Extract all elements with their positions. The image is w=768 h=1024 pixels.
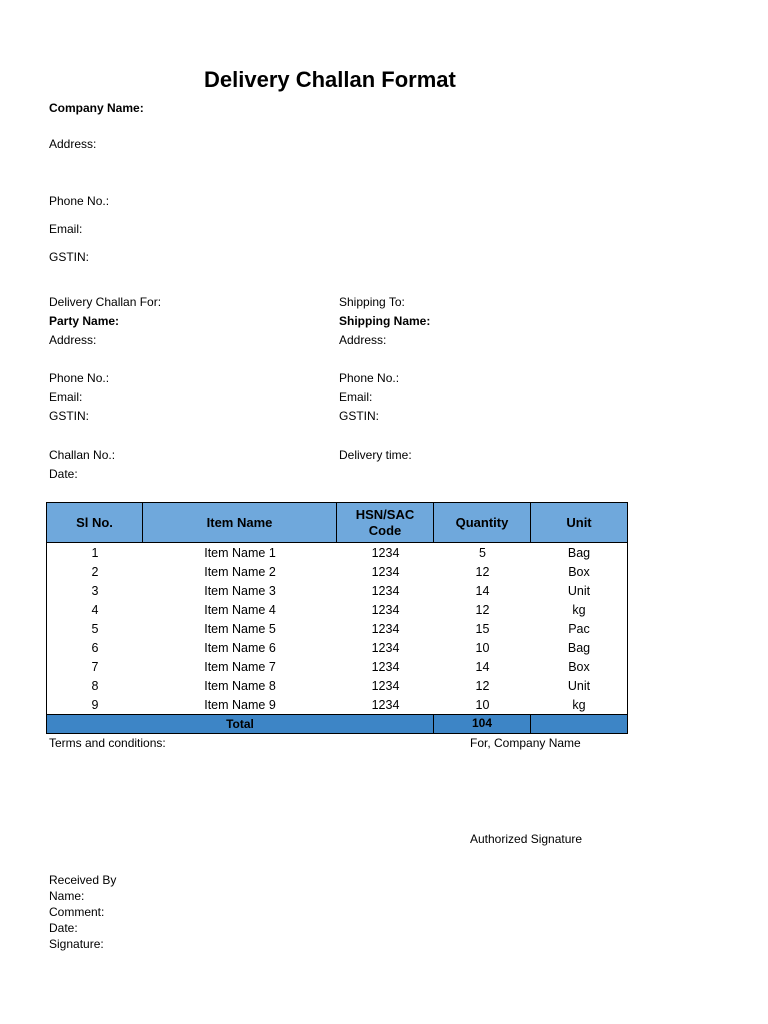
cell-quantity: 12 bbox=[475, 564, 490, 579]
shipping-name-label: Shipping Name: bbox=[339, 314, 431, 328]
column-header-unit: Unit bbox=[566, 514, 592, 530]
company-name-label: Company Name: bbox=[49, 101, 144, 115]
shipping-address-label: Address: bbox=[339, 333, 387, 347]
shipping-email-label: Email: bbox=[339, 390, 373, 404]
table-row bbox=[47, 600, 627, 619]
cell-item-name: Item Name 4 bbox=[204, 602, 276, 617]
authorized-signature-label: Authorized Signature bbox=[470, 832, 583, 846]
shipping-phone-label: Phone No.: bbox=[339, 371, 400, 385]
cell-unit: Unit bbox=[567, 678, 591, 693]
cell-sl-no: 1 bbox=[91, 545, 99, 560]
cell-quantity: 15 bbox=[475, 621, 490, 636]
company-phone-label: Phone No.: bbox=[49, 194, 110, 208]
cell-quantity: 14 bbox=[475, 583, 490, 598]
cell-unit: kg bbox=[572, 697, 586, 712]
cell-hsn-code: 1234 bbox=[371, 640, 400, 655]
receiver-date-label: Date: bbox=[49, 921, 78, 935]
receiver-comment-label: Comment: bbox=[49, 905, 105, 919]
challan-number-label: Challan No.: bbox=[49, 448, 116, 462]
shipping-heading: Shipping To: bbox=[339, 295, 405, 309]
cell-unit: Bag bbox=[567, 545, 591, 560]
cell-hsn-code: 1234 bbox=[371, 564, 400, 579]
received-by-label: Received By bbox=[49, 873, 117, 887]
cell-unit: Pac bbox=[568, 621, 590, 636]
page-title: Delivery Challan Format bbox=[204, 67, 456, 92]
party-name-label: Party Name: bbox=[49, 314, 120, 328]
cell-item-name: Item Name 2 bbox=[204, 564, 276, 579]
party-phone-label: Phone No.: bbox=[49, 371, 110, 385]
cell-hsn-code: 1234 bbox=[371, 545, 400, 560]
cell-sl-no: 2 bbox=[91, 564, 99, 579]
receiver-name-label: Name: bbox=[49, 889, 85, 903]
cell-hsn-code: 1234 bbox=[371, 678, 400, 693]
cell-quantity: 10 bbox=[475, 640, 490, 655]
party-address-label: Address: bbox=[49, 333, 97, 347]
column-header-quantity: Quantity bbox=[434, 503, 531, 542]
cell-hsn-code: 1234 bbox=[371, 659, 400, 674]
company-email-label: Email: bbox=[49, 222, 83, 236]
company-address-label: Address: bbox=[49, 137, 97, 151]
cell-unit: kg bbox=[572, 602, 586, 617]
cell-unit: Bag bbox=[567, 640, 591, 655]
column-header-sl-no: Sl No. bbox=[47, 503, 143, 542]
cell-item-name: Item Name 3 bbox=[204, 583, 276, 598]
items-table bbox=[46, 502, 628, 734]
table-row bbox=[47, 657, 627, 676]
shipping-gstin-label: GSTIN: bbox=[339, 409, 380, 423]
table-total-row bbox=[46, 714, 628, 734]
cell-sl-no: 5 bbox=[91, 621, 99, 636]
cell-sl-no: 4 bbox=[91, 602, 99, 617]
cell-quantity: 12 bbox=[475, 602, 490, 617]
party-heading: Delivery Challan For: bbox=[49, 295, 162, 309]
for-company-label: For, Company Name bbox=[470, 736, 581, 750]
cell-quantity: 5 bbox=[479, 545, 486, 560]
table-body bbox=[46, 543, 628, 714]
receiver-signature-label: Signature: bbox=[49, 937, 104, 951]
table-row bbox=[47, 581, 627, 600]
total-label: Total bbox=[47, 715, 434, 733]
company-gstin-label: GSTIN: bbox=[49, 250, 90, 264]
table-row bbox=[47, 676, 627, 695]
table-row bbox=[47, 562, 627, 581]
cell-item-name: Item Name 7 bbox=[204, 659, 276, 674]
cell-item-name: Item Name 6 bbox=[204, 640, 276, 655]
total-unit-cell bbox=[531, 715, 627, 733]
cell-sl-no: 6 bbox=[91, 640, 99, 655]
challan-date-label: Date: bbox=[49, 467, 78, 481]
cell-hsn-code: 1234 bbox=[371, 697, 400, 712]
cell-hsn-code: 1234 bbox=[371, 583, 400, 598]
cell-quantity: 14 bbox=[475, 659, 490, 674]
cell-sl-no: 7 bbox=[91, 659, 99, 674]
cell-unit: Box bbox=[568, 564, 590, 579]
cell-sl-no: 8 bbox=[91, 678, 99, 693]
cell-hsn-code: 1234 bbox=[371, 621, 400, 636]
total-quantity: 104 bbox=[434, 715, 531, 733]
delivery-time-label: Delivery time: bbox=[339, 448, 412, 462]
table-row bbox=[47, 619, 627, 638]
table-row bbox=[47, 543, 627, 562]
column-header-hsn-sac-code: HSN/SAC Code bbox=[337, 503, 434, 542]
cell-quantity: 12 bbox=[475, 678, 490, 693]
column-header-item-name: Item Name bbox=[143, 503, 337, 542]
party-gstin-label: GSTIN: bbox=[49, 409, 90, 423]
cell-item-name: Item Name 1 bbox=[204, 545, 276, 560]
table-row bbox=[47, 695, 627, 714]
terms-label: Terms and conditions: bbox=[49, 736, 166, 750]
cell-hsn-code: 1234 bbox=[371, 602, 400, 617]
table-header-row bbox=[46, 502, 628, 543]
cell-item-name: Item Name 5 bbox=[204, 621, 276, 636]
cell-item-name: Item Name 8 bbox=[204, 678, 276, 693]
cell-unit: Unit bbox=[567, 583, 591, 598]
party-email-label: Email: bbox=[49, 390, 83, 404]
cell-sl-no: 3 bbox=[91, 583, 99, 598]
cell-sl-no: 9 bbox=[91, 697, 99, 712]
cell-quantity: 10 bbox=[475, 697, 490, 712]
cell-unit: Box bbox=[568, 659, 590, 674]
table-row bbox=[47, 638, 627, 657]
cell-item-name: Item Name 9 bbox=[204, 697, 276, 712]
